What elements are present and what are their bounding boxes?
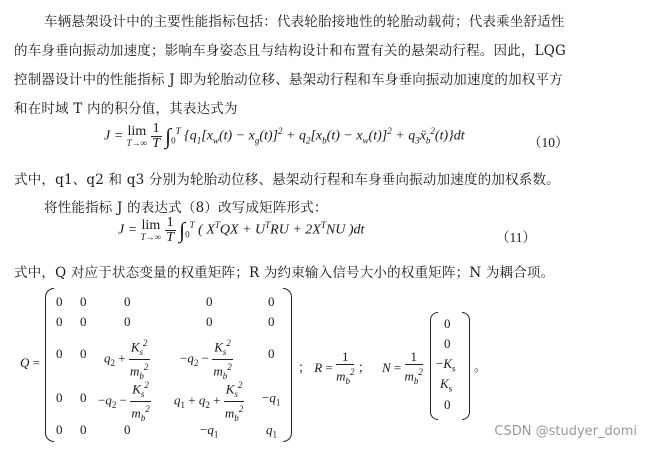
matrix-q-label: Q = xyxy=(20,355,40,370)
matrix-cell: 0 xyxy=(56,314,63,329)
matrix-cell: 0 xyxy=(56,346,63,361)
matrix-cell: 0 xyxy=(56,294,63,309)
paragraph-line: 式中，Q 对应于状态变量的权重矩阵；R 为约束输入信号大小的权重矩阵；N 为耦合项。 xyxy=(14,265,555,281)
equation-10: J = lim T→∞ $\frac{1}{T}$ $\int_0^T$ {$q_1[x_w(t) - x_g(t)]^2 + q_2[x_b(t) - x_w(t)]^2$ + $q_3ẍ_b^2(t)\}dt$ xyxy=(104,121,465,151)
matrix-cell: 0 xyxy=(124,314,131,329)
matrix-cell: $q_1$ xyxy=(266,422,277,440)
vector-cell: 0 xyxy=(444,336,451,351)
paragraph-line: 式中，q1、q2 和 q3 分别为轮胎动位移、悬架动行程和车身垂向振动加速度的加权系数。 xyxy=(14,172,560,188)
vector-cell: $-K_s$ xyxy=(436,356,456,374)
matrix-cell: 0 xyxy=(268,346,275,361)
sentence-period: 。 xyxy=(474,359,488,374)
equation-number: （10） xyxy=(528,135,569,150)
vector-cell: $K_s$ xyxy=(440,376,453,394)
matrix-cell: $q_2$ + $\frac{K_s^2}{m_b^2}$ xyxy=(104,338,149,381)
matrix-cell: $-q_1$ xyxy=(262,390,281,408)
matrix-right-bracket xyxy=(283,288,292,442)
matrix-cell: 0 xyxy=(56,422,63,437)
matrix-cell: 0 xyxy=(124,422,131,437)
matrix-cell: 0 xyxy=(206,314,213,329)
matrix-cell: $-q_1$ xyxy=(200,422,219,440)
matrix-cell: 0 xyxy=(56,390,63,405)
vector-right-bracket xyxy=(462,312,470,420)
matrix-cell: 0 xyxy=(80,346,87,361)
matrix-cell: $q_1 + q_2$ + $\frac{K_s^2}{m_b^2}$ xyxy=(174,380,244,423)
matrix-left-bracket xyxy=(45,288,54,442)
matrix-cell: $-q_2$ − $\frac{K_s^2}{m_b^2}$ xyxy=(98,380,150,423)
matrix-cell: 0 xyxy=(80,422,87,437)
matrix-n-label: N = $\frac{1}{m_b^2}$ xyxy=(382,349,423,386)
matrix-cell: $-q_2$ − $\frac{K_s^2}{m_b^2}$ xyxy=(180,338,232,381)
matrix-cell: 0 xyxy=(206,294,213,309)
vector-cell: 0 xyxy=(444,316,451,331)
vector-cell: 0 xyxy=(444,397,451,412)
paragraph-line: 将性能指标 J 的表达式（8）改写成矩阵形式： xyxy=(44,200,328,216)
matrix-cell: 0 xyxy=(80,314,87,329)
matrix-cell: 0 xyxy=(124,294,131,309)
paragraph-line: 车辆悬架设计中的主要性能指标包括：代表轮胎接地性的轮胎动载荷；代表乘坐舒适性 xyxy=(44,14,565,30)
equation-11: J = lim T→∞ $\frac{1}{T}$ $\int_0^T$ ( $X^TQX + U^TRU + 2X^TNU$ )dt xyxy=(118,215,365,245)
matrix-cell: 0 xyxy=(268,294,275,309)
paragraph-line: 和在时域 T 内的积分值，其表达式为 xyxy=(14,101,238,117)
matrix-cell: 0 xyxy=(80,390,87,405)
matrix-cell: 0 xyxy=(268,314,275,329)
paragraph-line: 的车身垂向振动加速度；影响车身姿态且与结构设计和布置有关的悬架动行程。因此，LQG xyxy=(14,43,567,59)
paragraph-line: 控制器设计中的性能指标 J 即为轮胎动位移、悬架动行程和车身垂向振动加速度的加权平方 xyxy=(14,72,563,88)
csdn-watermark: CSDN @studyer_domi xyxy=(494,424,637,439)
matrix-r-definition: ； R = $\frac{1}{m_b^2}$ ； xyxy=(298,349,371,386)
equation-number: （11） xyxy=(496,230,536,245)
matrix-cell: 0 xyxy=(80,294,87,309)
